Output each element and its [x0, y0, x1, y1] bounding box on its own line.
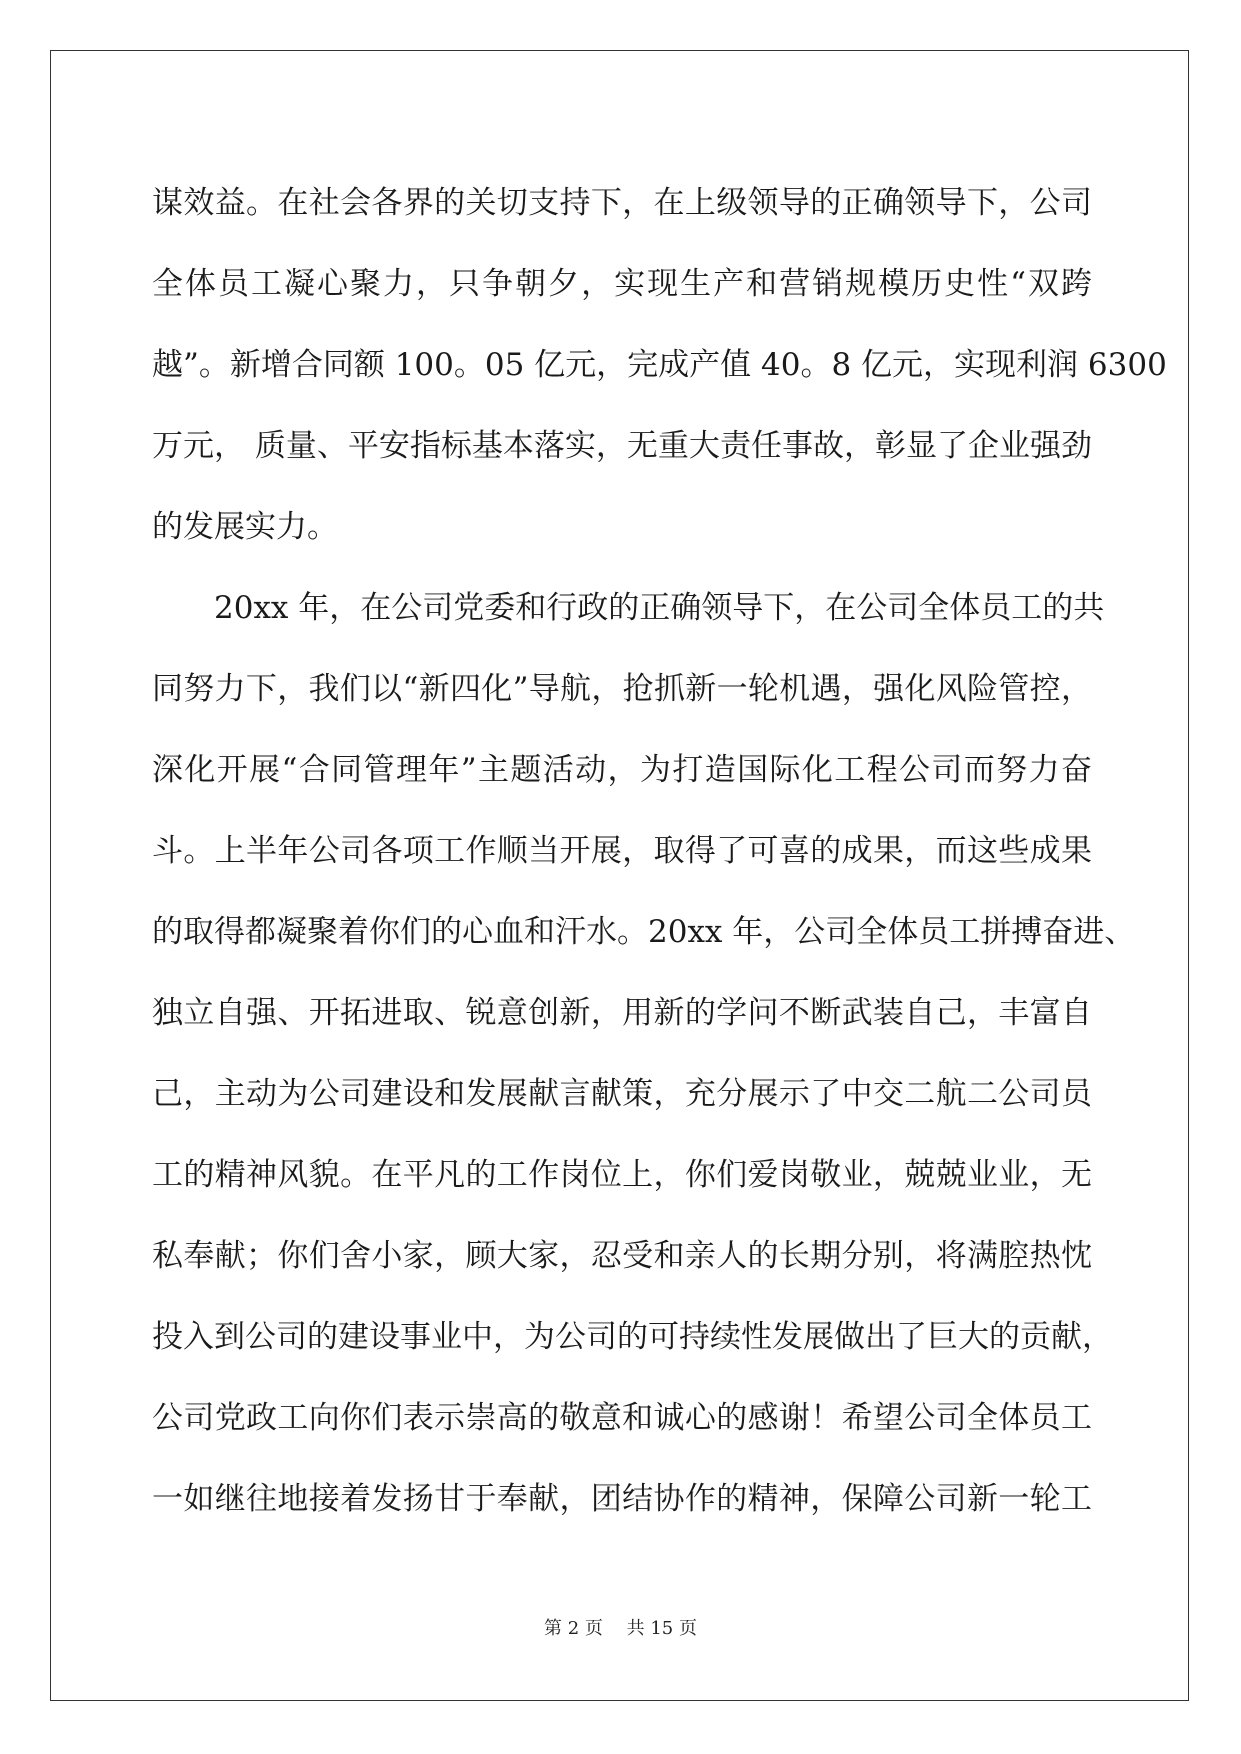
- text-line: 的发展实力。: [152, 509, 338, 545]
- text-line: 万元， 质量、平安指标基本落实，无重大责任事故，彰显了企业强劲: [152, 428, 1092, 464]
- text-line: 投入到公司的建设事业中，为公司的可持续性发展做出了巨大的贡献，: [152, 1319, 1113, 1355]
- text-line: 工的精神风貌。在平凡的工作岗位上，你们爱岗敬业，兢兢业业，无: [152, 1157, 1092, 1193]
- page-number-footer: 第 2 页 共 15 页: [544, 1618, 697, 1639]
- text-line: 全体员工凝心聚力，只争朝夕，实现生产和营销规模历史性“双跨: [152, 266, 1092, 302]
- text-line: 己，主动为公司建设和发展献言献策，充分展示了中交二航二公司员: [152, 1076, 1092, 1112]
- text-line: 独立自强、开拓进取、锐意创新，用新的学问不断武装自己，丰富自: [152, 995, 1092, 1031]
- paragraph-1: [152, 163, 1167, 568]
- text-line: 深化开展“合同管理年”主题活动，为打造国际化工程公司而努力奋: [152, 752, 1092, 788]
- text-line: 20xx 年，在公司党委和行政的正确领导下，在公司全体员工的共: [152, 590, 1105, 626]
- text-line: 私奉献；你们舍小家，顾大家，忍受和亲人的长期分别，将满腔热忱: [152, 1238, 1092, 1274]
- text-line: 一如继往地接着发扬甘于奉献，团结协作的精神，保障公司新一轮工: [152, 1481, 1092, 1517]
- text-line: 同努力下，我们以“新四化”导航，抢抓新一轮机遇，强化风险管控，: [152, 671, 1092, 707]
- paragraph-2: [152, 568, 1136, 1540]
- text-line: 谋效益。在社会各界的关切支持下，在上级领导的正确领导下，公司: [152, 185, 1092, 221]
- text-line: 的取得都凝聚着你们的心血和汗水。20xx 年，公司全体员工拼搏奋进、: [152, 914, 1136, 950]
- document-body: [152, 163, 1167, 1540]
- text-line: 越”。新增合同额 100。05 亿元，完成产值 40。8 亿元，实现利润 6300: [152, 347, 1167, 383]
- text-line: 斗。上半年公司各项工作顺当开展，取得了可喜的成果，而这些成果: [152, 833, 1092, 869]
- text-line: 公司党政工向你们表示崇高的敬意和诚心的感谢！希望公司全体员工: [152, 1400, 1092, 1436]
